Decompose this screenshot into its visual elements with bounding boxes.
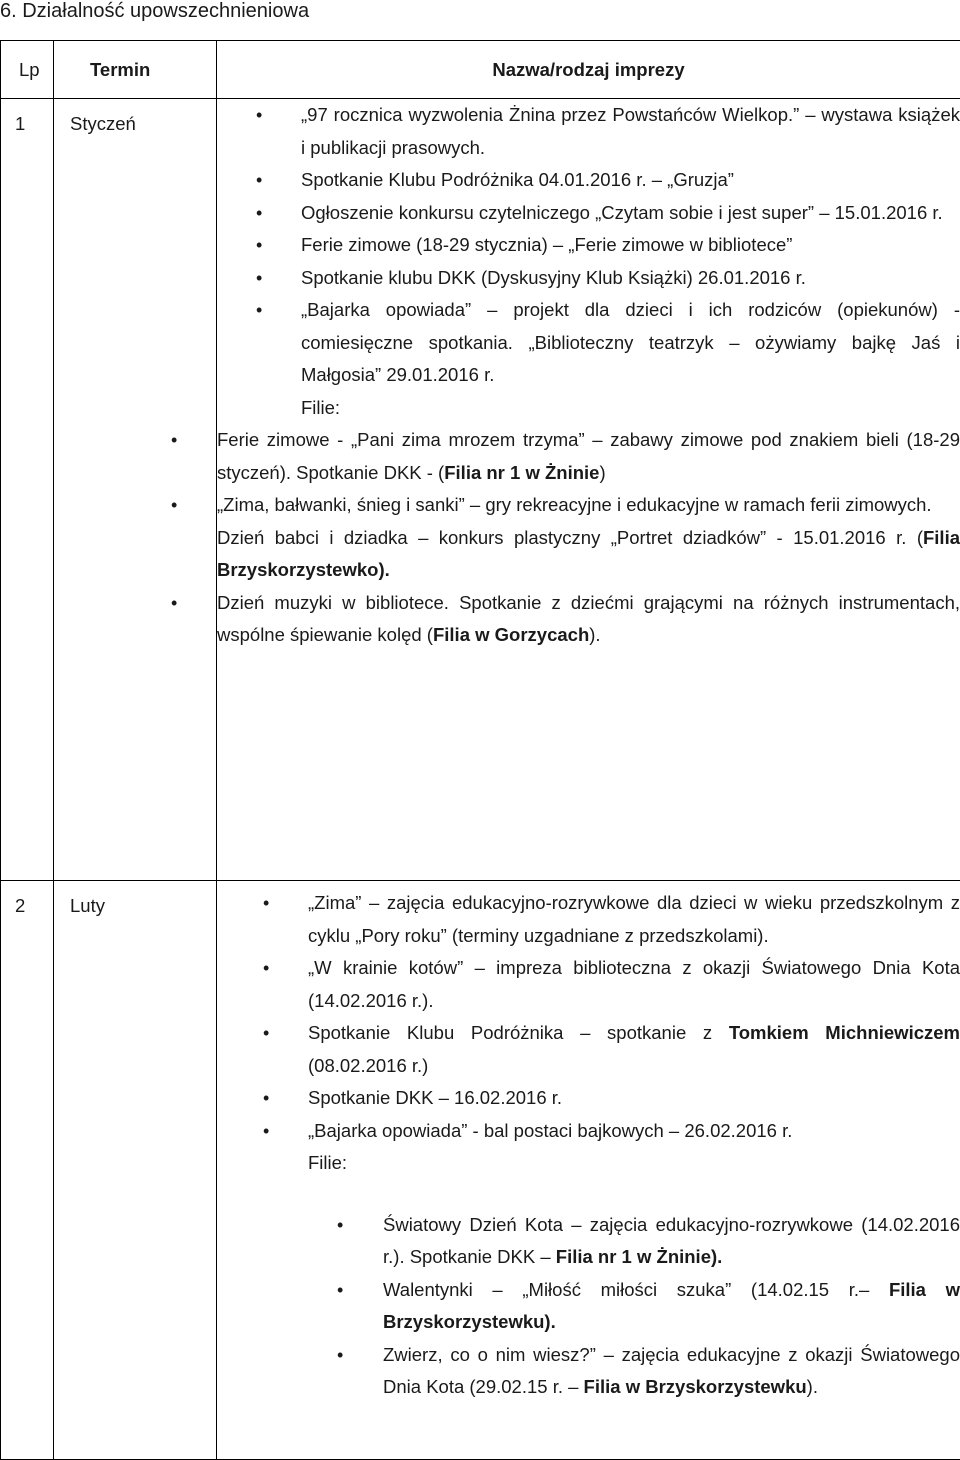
table-header-row bbox=[1, 41, 960, 99]
section-title: 6. Działalność upowszechnieniowa bbox=[0, 0, 309, 22]
row-events bbox=[217, 99, 960, 881]
row-events bbox=[217, 881, 960, 1460]
branch-event-list bbox=[383, 1209, 960, 1404]
list-item: • Spotkanie Klubu Podróżnika 04.01.2016 r. – „Gruzja” bbox=[301, 164, 960, 197]
header-name: Nazwa/rodzaj imprezy bbox=[217, 41, 960, 99]
filie-label: Filie: bbox=[301, 392, 960, 425]
table-row bbox=[1, 99, 960, 881]
row-term: Luty bbox=[54, 881, 217, 1460]
list-item: • Spotkanie klubu DKK (Dyskusyjny Klub Książki) 26.01.2016 r. bbox=[301, 262, 960, 295]
list-item: • Spotkanie Klubu Podróżnika – spotkanie z Tomkiem Michniewiczem (08.02.2016 r.) bbox=[308, 1017, 960, 1082]
list-item: • Zwierz, co o nim wiesz?” – zajęcia edukacyjne z okazji Światowego Dnia Kota (29.02.15 r. – Filia w Brzyskorzystewku). bbox=[383, 1339, 960, 1404]
row-lp: 2 bbox=[1, 881, 54, 1460]
list-item: • „Zima” – zajęcia edukacyjno-rozrywkowe dla dzieci w wieku przedszkolnym z cyklu „Pory roku” (terminy uzgadniane z przedszkolami). bbox=[308, 887, 960, 952]
event-list bbox=[308, 881, 960, 1147]
list-item: • Ogłoszenie konkursu czytelniczego „Czytam sobie i jest super” – 15.01.2016 r. bbox=[301, 197, 960, 230]
event-list bbox=[301, 99, 960, 392]
row-lp: 1 bbox=[1, 99, 54, 881]
list-item: • Spotkanie DKK – 16.02.2016 r. bbox=[308, 1082, 960, 1115]
list-item: • „W krainie kotów” – impreza biblioteczna z okazji Światowego Dnia Kota (14.02.2016 r.). bbox=[308, 952, 960, 1017]
list-item: • „97 rocznica wyzwolenia Żnina przez Powstańców Wielkop.” – wystawa książek i publikacji prasowych. bbox=[301, 99, 960, 164]
header-term: Termin bbox=[54, 41, 217, 99]
events-table bbox=[0, 40, 960, 1460]
row-term: Styczeń bbox=[54, 99, 217, 881]
list-item: Dzień babci i dziadka – konkurs plastyczny „Portret dziadków” - 15.01.2016 r. (Filia Brzyskorzystewko). bbox=[217, 522, 960, 587]
list-item: • Ferie zimowe (18-29 stycznia) – „Ferie zimowe w bibliotece” bbox=[301, 229, 960, 262]
filie-label: Filie: bbox=[308, 1147, 960, 1180]
table-row bbox=[1, 881, 960, 1460]
list-item: • Dzień muzyki w bibliotece. Spotkanie z dziećmi grającymi na różnych instrumentach, wspólne śpiewanie kolęd (Filia w Gorzycach). bbox=[217, 587, 960, 652]
list-item: • Światowy Dzień Kota – zajęcia edukacyjno-rozrywkowe (14.02.2016 r.). Spotkanie DKK – Filia nr 1 w Żninie). bbox=[383, 1209, 960, 1274]
list-item: • „Zima, bałwanki, śnieg i sanki” – gry rekreacyjne i edukacyjne w ramach ferii zimowych. bbox=[217, 489, 960, 522]
list-item: • „Bajarka opowiada” – projekt dla dzieci i ich rodziców (opiekunów) - comiesięczne spotkania. „Biblioteczny teatrzyk – ożywiamy bajkę Jaś i Małgosia” 29.01.2016 r. bbox=[301, 294, 960, 392]
list-item: • Walentynki – „Miłość miłości szuka” (14.02.15 r.– Filia w Brzyskorzystewku). bbox=[383, 1274, 960, 1339]
branch-event-list bbox=[217, 424, 960, 652]
list-item: • „Bajarka opowiada” - bal postaci bajkowych – 26.02.2016 r. bbox=[308, 1115, 960, 1148]
header-lp: Lp bbox=[1, 41, 54, 99]
list-item: • Ferie zimowe - „Pani zima mrozem trzyma” – zabawy zimowe pod znakiem bieli (18-29 styczeń). Spotkanie DKK - (Filia nr 1 w Żninie) bbox=[217, 424, 960, 489]
